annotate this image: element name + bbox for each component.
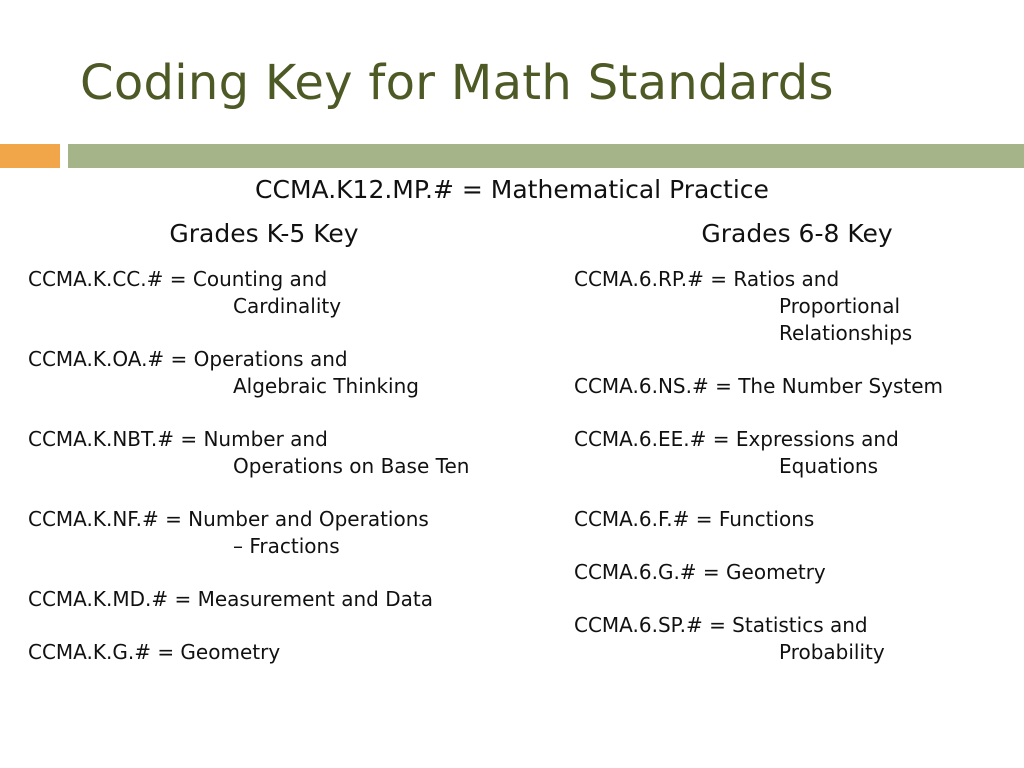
key-entry-code: CCMA.K.NF.# = Number and Operations bbox=[28, 507, 429, 531]
key-entry-code: CCMA.K.OA.# = Operations and bbox=[28, 347, 348, 371]
grades-k5-header: Grades K-5 Key bbox=[169, 219, 359, 248]
key-entry-code: CCMA.6.EE.# = Expressions and bbox=[574, 427, 899, 451]
key-entry bbox=[574, 612, 1014, 666]
key-entry-code: CCMA.6.F.# = Functions bbox=[574, 507, 815, 531]
key-entry bbox=[574, 559, 1014, 586]
key-entry bbox=[28, 586, 548, 613]
key-entry-continuation: Operations on Base Ten bbox=[233, 454, 470, 478]
key-entry bbox=[28, 266, 548, 320]
key-entry-continuation: – Fractions bbox=[233, 534, 340, 558]
key-entry-continuation: Cardinality bbox=[233, 294, 342, 318]
key-entry-code: CCMA.K.CC.# = Counting and bbox=[28, 267, 328, 291]
mathematical-practice-subtitle: CCMA.K12.MP.# = Mathematical Practice bbox=[255, 175, 769, 204]
key-entry bbox=[574, 373, 1014, 400]
key-entry bbox=[574, 266, 1014, 347]
key-entry bbox=[28, 346, 548, 400]
key-entry-code: CCMA.6.SP.# = Statistics and bbox=[574, 613, 868, 637]
key-entry bbox=[28, 639, 548, 666]
key-entry-code: CCMA.6.NS.# = The Number System bbox=[574, 374, 944, 398]
key-entry-code: CCMA.6.G.# = Geometry bbox=[574, 560, 826, 584]
slide-title: Coding Key for Math Standards bbox=[80, 55, 834, 111]
grades-6-8-header: Grades 6-8 Key bbox=[701, 219, 893, 248]
key-entry-code: CCMA.6.RP.# = Ratios and bbox=[574, 267, 840, 291]
key-entry-continuation: Equations bbox=[779, 454, 878, 478]
key-entry bbox=[574, 426, 1014, 480]
key-entry-continuation: Relationships bbox=[779, 321, 913, 345]
accent-bar-orange bbox=[0, 144, 60, 168]
key-entry-code: CCMA.K.MD.# = Measurement and Data bbox=[28, 587, 433, 611]
key-entry-code: CCMA.K.G.# = Geometry bbox=[28, 640, 281, 664]
grades-k5-key-list bbox=[28, 266, 548, 692]
key-entry bbox=[574, 506, 1014, 533]
key-entry-continuation: Algebraic Thinking bbox=[233, 374, 419, 398]
grades-6-8-key-list bbox=[574, 266, 1014, 692]
key-entry-continuation: Probability bbox=[779, 640, 885, 664]
key-entry-continuation: Proportional bbox=[779, 294, 901, 318]
key-entry bbox=[28, 426, 548, 480]
key-entry bbox=[28, 506, 548, 560]
key-entry-code: CCMA.K.NBT.# = Number and bbox=[28, 427, 328, 451]
accent-bar-green bbox=[68, 144, 1024, 168]
